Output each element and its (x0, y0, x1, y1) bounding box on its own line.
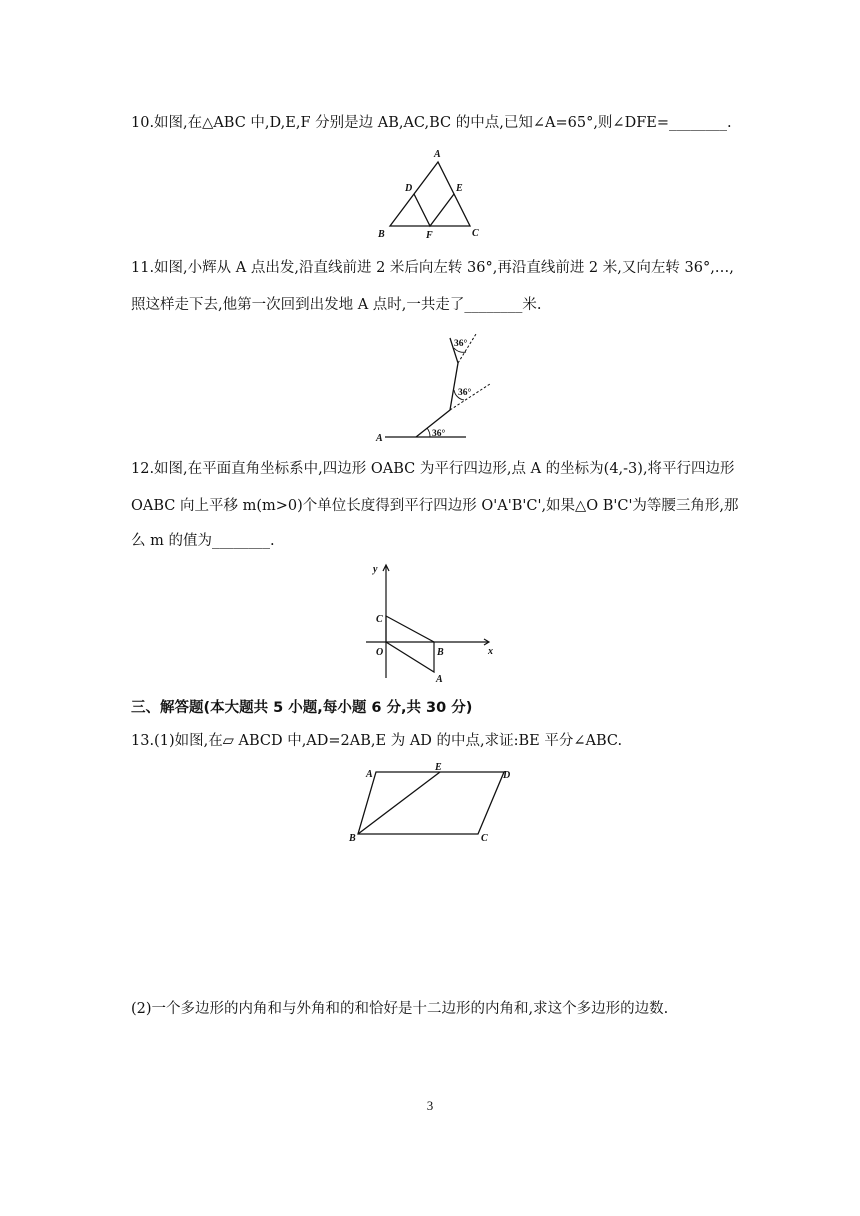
q12-line1: 12.如图,在平面直角坐标系中,四边形 OABC 为平行四边形,点 A 的坐标为(4,-3),将平行四边形 (131, 461, 735, 477)
q12-label-y: y (373, 564, 378, 575)
q13-part2: (2)一个多边形的内角和与外角和的和恰好是十二边形的内角和,求这个多边形的边数. (131, 1001, 669, 1017)
q11-label-a: A (376, 433, 383, 444)
q12-label-b: B (437, 647, 444, 658)
q13-label-d: D (503, 770, 511, 781)
q12-coordinate-figure (360, 560, 500, 684)
q10-text: 10.如图,在△ABC 中,D,E,F 分别是边 AB,AC,BC 的中点,已知∠A=65°,则∠DFE=________. (131, 115, 732, 131)
q13-label-b: B (349, 833, 356, 844)
section3-heading: 三、解答题(本大题共 5 小题,每小题 6 分,共 30 分) (131, 700, 473, 716)
q11-angle-label-1: 36° (432, 429, 446, 439)
q10-label-d: D (405, 183, 413, 194)
q13-parallelogram-figure (344, 762, 516, 846)
q13-label-e: E (435, 762, 442, 773)
q10-label-f: F (426, 230, 433, 238)
q12-line2: OABC 向上平移 m(m>0)个单位长度得到平行四边形 O'A'B'C',如果△O B'C'为等腰三角形,那 (131, 498, 739, 514)
q11-angle-label-3: 36° (454, 339, 468, 349)
q11-line1: 11.如图,小辉从 A 点出发,沿直线前进 2 米后向左转 36°,再沿直线前进 2 米,又向左转 36°,…, (131, 260, 734, 276)
q12-line3: 么 m 的值为________. (131, 533, 275, 549)
q12-label-x: x (488, 646, 493, 657)
q10-label-a: A (434, 149, 441, 160)
q13-label-c: C (481, 833, 488, 844)
page-number: 3 (426, 1098, 434, 1113)
q12-label-c: C (376, 614, 383, 625)
q13-part1: 13.(1)如图,在▱ ABCD 中,AD=2AB,E 为 AD 的中点,求证:BE 平分∠ABC. (131, 733, 623, 749)
q10-label-c: C (472, 228, 479, 238)
q10-label-e: E (456, 183, 463, 194)
q11-path-figure (368, 330, 498, 446)
q13-label-a: A (366, 769, 373, 780)
q11-line2: 照这样走下去,他第一次回到出发地 A 点时,一共走了________米. (131, 297, 542, 313)
q10-label-b: B (378, 229, 385, 238)
q12-label-o: O (376, 647, 384, 658)
q11-angle-label-2: 36° (458, 388, 472, 398)
q10-triangle-figure (372, 146, 488, 238)
q12-label-a: A (436, 674, 443, 684)
